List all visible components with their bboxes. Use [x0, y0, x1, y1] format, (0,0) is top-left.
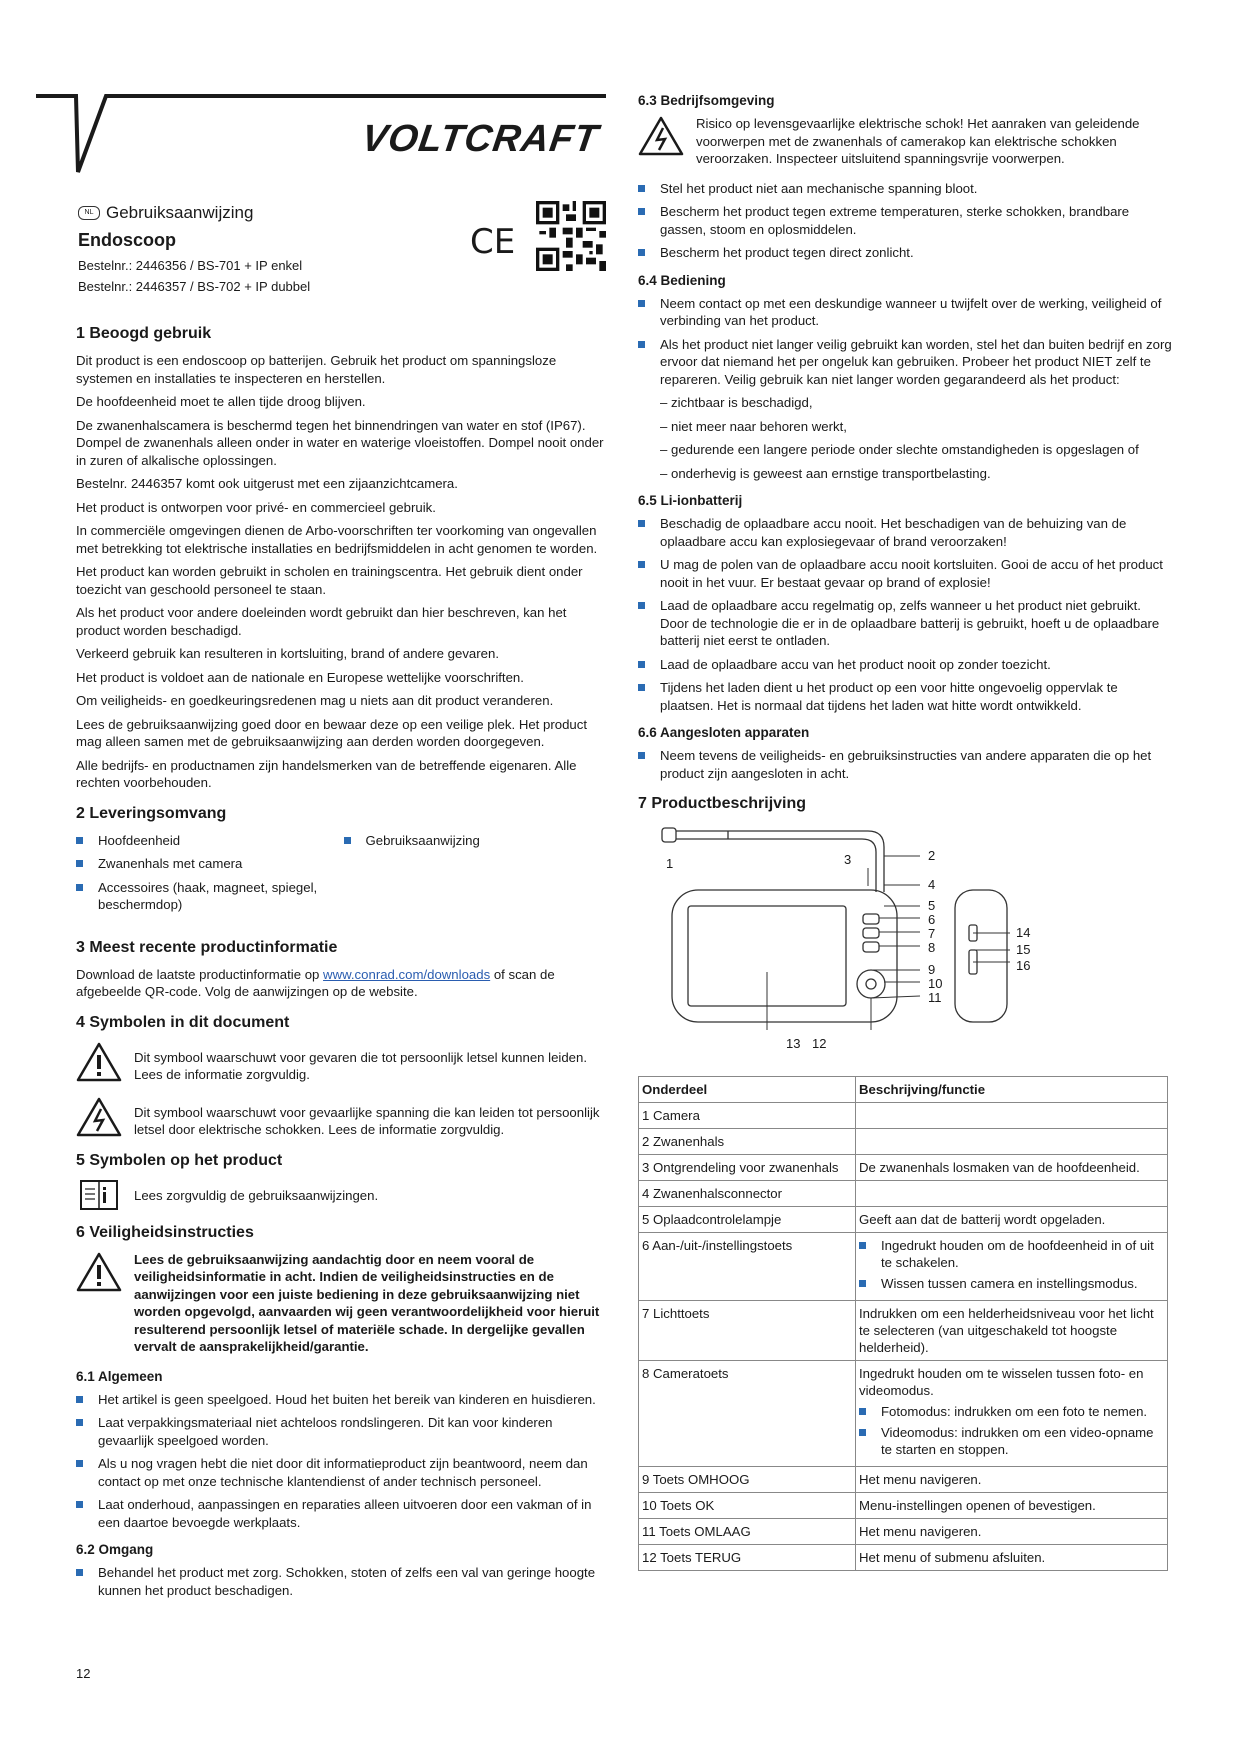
light-button [863, 928, 879, 938]
s1-paragraph: De hoofdeenheid moet te allen tijde droog blijven. [76, 394, 366, 409]
table-row: 10 Toets OK Menu-instellingen openen of bevestigen. [639, 1493, 1168, 1519]
callout-6: 6 [928, 912, 936, 927]
warning-triangle-icon [76, 1251, 122, 1293]
symbol-row [76, 1041, 611, 1084]
warning-triangle-icon [76, 1041, 122, 1083]
camera-button [863, 942, 879, 952]
table-row: 11 Toets OMLAAG Het menu navigeren. [639, 1519, 1168, 1545]
table-row: 1 Camera [639, 1103, 1168, 1129]
list-item: Tijdens het laden dient u het product op een voor hitte ongevoelig oppervlak te plaatsen. Het is normaal dat tijdens het laden wat hitte wordt ontwikkeld. [638, 679, 1173, 714]
callout-8: 8 [928, 940, 936, 955]
read-manual-icon [76, 1179, 122, 1211]
list-item: Neem tevens de veiligheids- en gebruiksinstructies van andere apparaten die op het product zijn aangesloten in acht. [638, 747, 1173, 782]
s1-paragraph: In commerciële omgevingen dienen de Arbo-voorschriften ter voorkoming van ongevallen met betrekking tot elektrische installaties en bedrijfsmiddelen in acht genomen te worden. [76, 523, 598, 556]
list-item: Gebruiksaanwijzing [344, 832, 612, 850]
s1-paragraph: Lees de gebruiksaanwijzing goed door en bewaar deze op een veilige plek. Het product mag alleen samen met de gebruiksaanwijzing aan derden worden doorgegeven. [76, 716, 587, 749]
list-item: Als u nog vragen hebt die niet door dit informatieproduct zijn beantwoord, neem dan contact op met onze technische klantendienst of ander technisch personeel. [76, 1455, 611, 1490]
s1-paragraph: Het product kan worden gebruikt in scholen en trainingscentra. Het gebruik dient onder toezicht van geschoold personeel te staan. [76, 564, 583, 597]
section-6-4-title: 6.4 Bediening [638, 272, 726, 288]
list-item: Laat verpakkingsmateriaal niet achteloos rondslingeren. Dit kan voor kinderen gevaarlijk speelgoed worden. [76, 1414, 611, 1449]
electric-warning-icon [76, 1096, 122, 1138]
symbol-row [76, 1179, 611, 1211]
brand-logo: VOLTCRAFT [359, 118, 602, 160]
section-3-title: 3 Meest recente productinformatie [76, 938, 338, 956]
list-item: Stel het product niet aan mechanische spanning bloot. [638, 180, 1173, 198]
callout-1: 1 [666, 856, 674, 871]
callout-2: 2 [928, 848, 936, 863]
s1-paragraph: Verkeerd gebruik kan resulteren in kortsluiting, brand of andere gevaren. [76, 646, 499, 661]
symbol-row [76, 1096, 611, 1139]
s1-paragraph: Het product is voldoet aan de nationale en Europese wettelijke voorschriften. [76, 669, 524, 685]
callout-4: 4 [928, 877, 936, 892]
product-diagram [658, 822, 1178, 1072]
table-row: 6 Aan-/uit-/instellingstoets Ingedrukt houden om de hoofdeenheid in of uit te schakelen. Wissen tussen camera en instellingsmodus. [639, 1233, 1168, 1301]
s1-paragraph: Alle bedrijfs- en productnamen zijn handelsmerken van de betreffende eigenaren. Alle rechten voorbehouden. [76, 757, 577, 790]
table-row: 8 Cameratoets Ingedrukt houden om te wisselen tussen foto- en videomodus. Fotomodus: indrukken om een foto te nemen. Videomodus: indrukken om een video-opname te starten en stoppen. [639, 1361, 1168, 1467]
section-6-2-title: 6.2 Omgang [76, 1542, 154, 1557]
list-item: Beschadig de oplaadbare accu nooit. Het beschadigen van de behuizing van de oplaadbare accu kan explosiegevaar of brand veroorzaken! [638, 515, 1173, 550]
list-item: Zwanenhals met camera [76, 855, 344, 873]
order-number-1: Bestelnr.: 2446356 / BS-701 + IP enkel [78, 258, 303, 273]
table-header-desc: Beschrijving/functie [856, 1077, 1168, 1103]
page-number: 12 [76, 1666, 91, 1681]
callout-12: 12 [812, 1036, 827, 1051]
symbol-text: Lees zorgvuldig de gebruiksaanwijzingen. [134, 1187, 379, 1203]
list-item: Ingedrukt houden om de hoofdeenheid in of uit te schakelen. [859, 1237, 1164, 1271]
section-6-3-title: 6.3 Bedrijfsomgeving [638, 93, 775, 108]
downloads-link[interactable]: www.conrad.com/downloads [323, 966, 491, 982]
section-4-title: 4 Symbolen in dit document [76, 1013, 290, 1031]
dash-item: – niet meer naar behoren werkt, [660, 418, 847, 434]
callout-14: 14 [1016, 925, 1031, 940]
callout-3: 3 [844, 852, 852, 867]
table-row: 4 Zwanenhalsconnector [639, 1181, 1168, 1207]
right-column [638, 92, 1173, 1571]
dash-item: – zichtbaar is beschadigd, [660, 395, 813, 410]
order-number-2: Bestelnr.: 2446357 / BS-702 + IP dubbel [78, 279, 311, 294]
table-row: 5 Oplaadcontrolelampje Geeft aan dat de batterij wordt opgeladen. [639, 1207, 1168, 1233]
nl-flag-icon: NL [78, 206, 100, 220]
table-row: 7 Lichttoets Indrukken om een helderheidsniveau voor het licht te selecteren (van uitgeschakeld tot hoogste helderheid). [639, 1301, 1168, 1361]
delivery-list [76, 832, 611, 926]
table-header-part: Onderdeel [639, 1077, 856, 1103]
gooseneck [676, 831, 884, 892]
callout-15: 15 [1016, 942, 1031, 957]
camera-head [662, 828, 676, 842]
doc-type-line [78, 203, 253, 223]
list-item: Fotomodus: indrukken om een foto te nemen. [859, 1403, 1164, 1420]
nav-pad [857, 970, 885, 998]
electric-warning-icon [638, 115, 684, 157]
section-6-5-title: 6.5 Li-ionbatterij [638, 493, 743, 508]
symbol-text: Dit symbool waarschuwt voor gevaren die tot persoonlijk letsel kunnen leiden. Lees de informatie zorgvuldig. [134, 1049, 588, 1082]
safety-note-row [76, 1251, 611, 1356]
list-item: Het artikel is geen speelgoed. Houd het buiten het bereik van kinderen en huisdieren. [76, 1391, 611, 1409]
section-6-6-title: 6.6 Aangesloten apparaten [638, 725, 810, 740]
product-title: Endoscoop [78, 230, 176, 250]
section-7-title: 7 Productbeschrijving [638, 795, 807, 812]
safety-warning-text: Risico op levensgevaarlijke elektrische schok! Het aanraken van geleidende voorwerpen met de zwanenhals of camerakop kan elektrische schokken veroorzaken. Inspecteer uitsluitend spanningsvrije voorwerpen. [696, 116, 1140, 166]
list-item: Behandel het product met zorg. Schokken, stoten of zelfs een val van geringe hoogte kunnen het product beschadigen. [76, 1564, 611, 1599]
list-item: Laad de oplaadbare accu regelmatig op, zelfs wanneer u het product niet gebruikt. Door de technologie die er in de oplaadbare batterij is gebruikt, hoeft u de oplaadbare batterij niet eerst te ontladen. [638, 597, 1173, 650]
callout-13: 13 [786, 1036, 801, 1051]
s1-paragraph: De zwanenhalscamera is beschermd tegen het binnendringen van water en stof (IP67). Dompel de zwanenhals alleen onder in water en waterige vloeistoffen. Dompel nooit onder in zuren of alkalische oplossingen. [76, 417, 604, 468]
s1-paragraph: Het product is ontworpen voor privé- en commercieel gebruik. [76, 499, 436, 515]
dash-item: – gedurende een langere periode onder slechte omstandigheden is opgeslagen of [660, 442, 1139, 457]
callout-9: 9 [928, 962, 936, 977]
section-5-title: 5 Symbolen op het product [76, 1151, 283, 1169]
s1-paragraph: Bestelnr. 2446357 komt ook uitgerust met een zijaanzichtcamera. [76, 476, 458, 491]
left-column [76, 312, 611, 1605]
symbol-text: Dit symbool waarschuwt voor gevaarlijke spanning die kan leiden tot persoonlijk letsel door elektrische schokken. Lees de informatie zorgvuldig. [134, 1104, 600, 1137]
list-item: Hoofdeenheid [76, 832, 344, 850]
section-2-title: 2 Leveringsomvang [76, 804, 227, 822]
table-row: 3 Ontgrendeling voor zwanenhals De zwanenhals losmaken van de hoofdeenheid. [639, 1155, 1168, 1181]
s1-paragraph: Als het product voor andere doeleinden wordt gebruikt dan hier beschreven, kan het product worden beschadigd. [76, 605, 567, 638]
list-item: Laat onderhoud, aanpassingen en reparaties alleen uitvoeren door een vakman of in een daartoe bevoegde werkplaats. [76, 1496, 611, 1531]
parts-table [638, 1076, 1168, 1571]
s1-paragraph: Dit product is een endoscoop op batterijen. Gebruik het product om spanningsloze systemen en installaties te inspecteren en herstellen. [76, 353, 557, 386]
list-item: Wissen tussen camera en instellingsmodus. [859, 1275, 1164, 1292]
main-unit-body [672, 890, 897, 1022]
safety-note: Lees de gebruiksaanwijzing aandachtig door en neem vooral de veiligheidsinformatie in acht. Indien de veiligheidsinstructies en de aanwijzingen voor een juiste bediening in deze gebruiksaanwijzing niet worden opgevolgd, aanvaarden wij geen verantwoordelijkheid voor hieruit resulterend persoonlijk letsel of materiële schade. In dergelijke gevallen vervalt de aansprakelijkheid/garantie. [134, 1251, 600, 1354]
list-item: Laad de oplaadbare accu van het product nooit op zonder toezicht. [638, 656, 1173, 674]
callout-16: 16 [1016, 958, 1031, 973]
power-button [863, 914, 879, 924]
dash-item: – onderhevig is geweest aan ernstige transportbelasting. [660, 465, 991, 481]
side-view-body [955, 890, 1007, 1022]
section-6-1-title: 6.1 Algemeen [76, 1368, 163, 1384]
callout-10: 10 [928, 976, 943, 991]
section-1-title: 1 Beoogd gebruik [76, 325, 212, 342]
safety-warning-row [638, 115, 1173, 168]
list-item: Bescherm het product tegen direct zonlicht. [638, 244, 1173, 262]
callout-7: 7 [928, 926, 936, 941]
callout-5: 5 [928, 898, 936, 913]
list-item: U mag de polen van de oplaadbare accu nooit kortsluiten. Gooi de accu of het product nooit in het vuur. Er bestaat gevaar op brand of explosie! [638, 556, 1173, 591]
list-item: Bescherm het product tegen extreme temperaturen, sterke schokken, brandbare gassen, stoom en oplosmiddelen. [638, 203, 1173, 238]
s3-paragraph: Download de laatste productinformatie op www.conrad.com/downloads of scan de afgebeelde QR-code. Volg de aanwijzingen op de website. [76, 966, 555, 999]
s1-paragraph: Om veiligheids- en goedkeuringsredenen mag u niets aan dit product veranderen. [76, 693, 554, 708]
list-item: Accessoires (haak, magneet, spiegel, beschermdop) [76, 879, 344, 914]
table-row: 12 Toets TERUG Het menu of submenu afsluiten. [639, 1545, 1168, 1571]
list-item: Videomodus: indrukken om een video-opname te starten en stoppen. [859, 1424, 1164, 1458]
table-header-row [639, 1077, 1168, 1103]
list-item: Neem contact op met een deskundige wanneer u twijfelt over de werking, veiligheid of verbinding van het product. [638, 295, 1173, 330]
ce-mark: CE [470, 222, 516, 262]
callout-11: 11 [928, 990, 942, 1005]
list-item: Als het product niet langer veilig gebruikt kan worden, stel het dan buiten bedrijf en zorg ervoor dat niemand het per ongeluk kan gebruiken. Probeer het product NIET zelf te repareren. Veilig gebruik kan niet langer worden gegarandeerd als het product: [638, 336, 1173, 389]
table-row: 2 Zwanenhals [639, 1129, 1168, 1155]
section-6-title: 6 Veiligheidsinstructies [76, 1223, 254, 1241]
table-row: 9 Toets OMHOOG Het menu navigeren. [639, 1467, 1168, 1493]
qr-code-icon [536, 201, 606, 271]
doc-type: Gebruiksaanwijzing [106, 203, 254, 222]
